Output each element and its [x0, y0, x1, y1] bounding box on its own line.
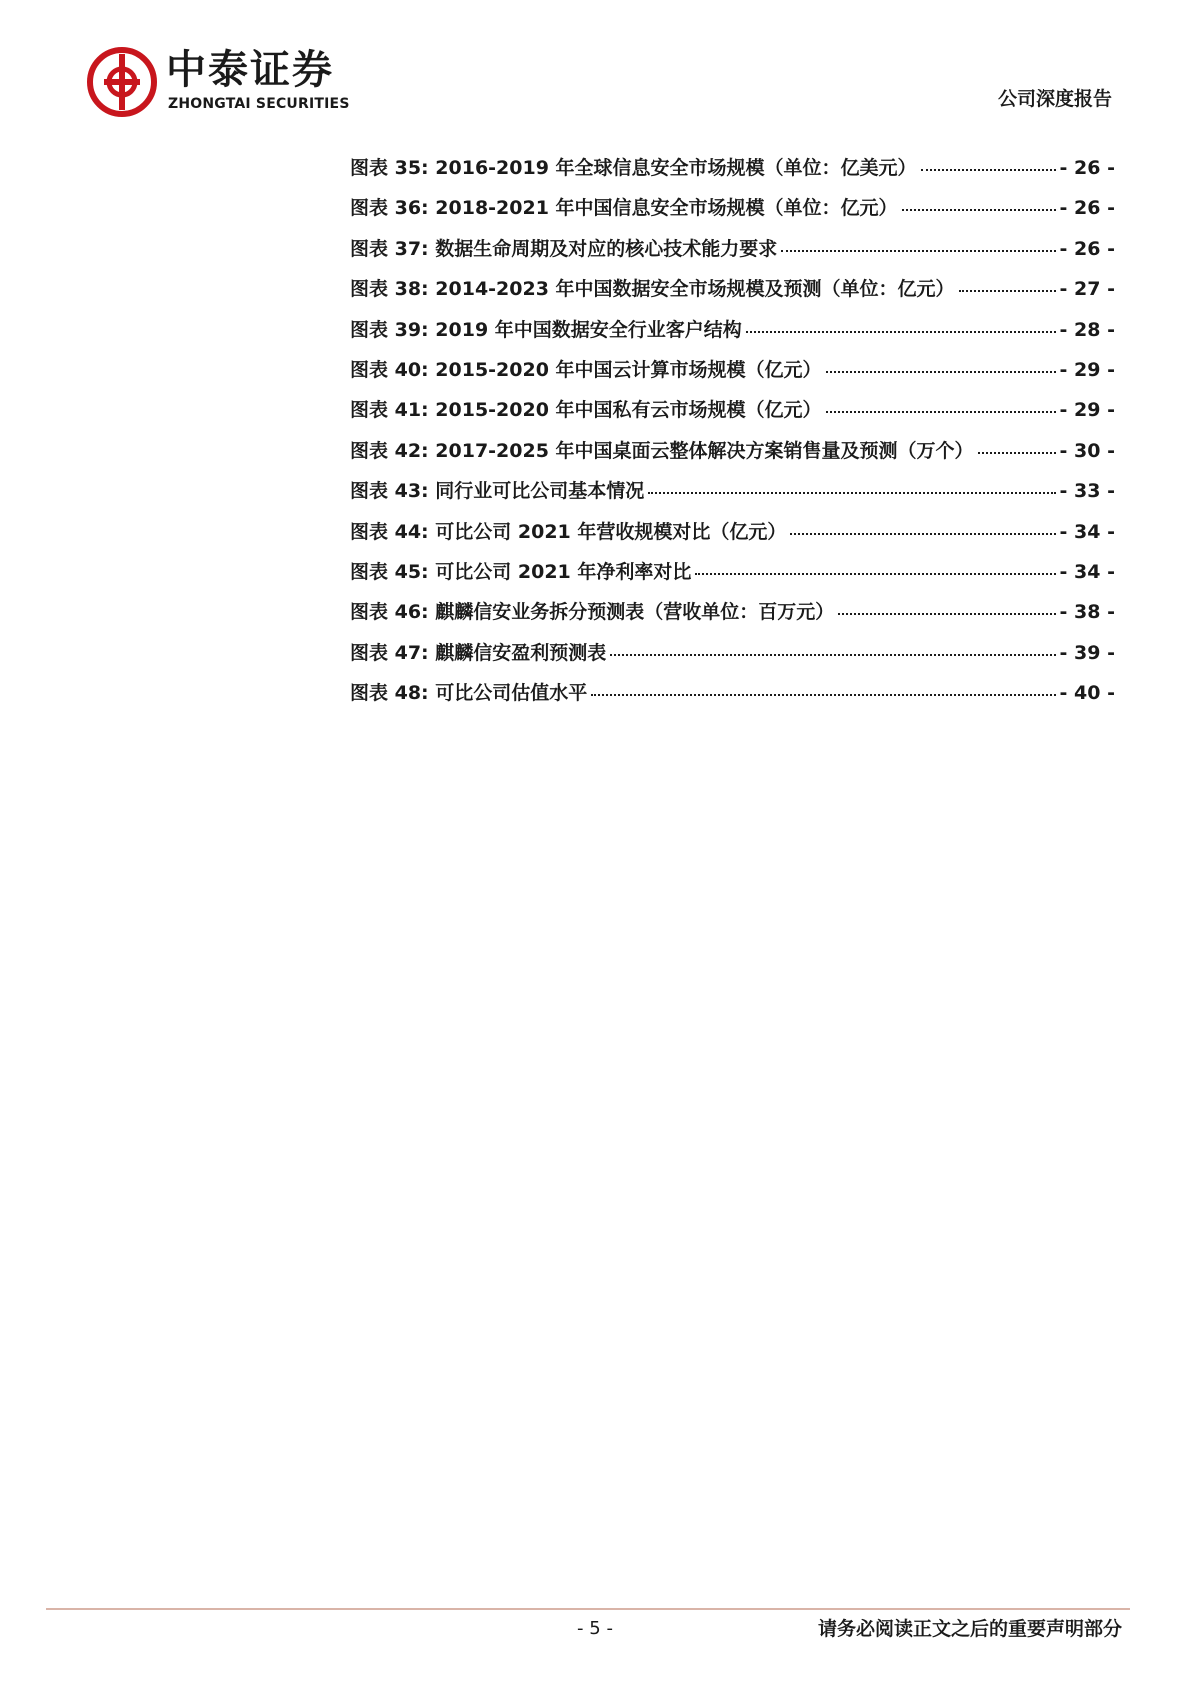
toc-entry[interactable] — [350, 275, 1115, 315]
toc-figure-label: 图表 48: — [350, 682, 429, 705]
toc-page-number: - 29 - — [1059, 399, 1115, 422]
toc-figure-label: 图表 45: — [350, 560, 429, 583]
toc-dot-leader — [790, 533, 1055, 535]
toc-figure-title: 2015-2020 年中国私有云市场规模（亿元） — [435, 399, 822, 422]
toc-entry[interactable] — [350, 154, 1115, 194]
footer-divider — [46, 1608, 1130, 1610]
brand-name-en: ZHONGTAI SECURITIES — [168, 96, 350, 112]
footer-disclaimer: 请务必阅读正文之后的重要声明部分 — [817, 1618, 1122, 1640]
toc-figure-title: 2019 年中国数据安全行业客户结构 — [435, 318, 742, 341]
page-header — [0, 0, 1190, 130]
toc-figure-label: 图表 35: — [350, 157, 429, 179]
toc-figure-title: 可比公司估值水平 — [435, 682, 588, 705]
toc-figure-label: 图表 36: — [350, 197, 429, 220]
toc-page-number: - 39 - — [1059, 641, 1115, 664]
toc-figure-title: 可比公司 2021 年营收规模对比（亿元） — [435, 520, 787, 543]
toc-page-number: - 34 - — [1059, 520, 1115, 543]
toc-entry[interactable] — [350, 558, 1115, 598]
toc-figure-label: 图表 41: — [350, 399, 429, 422]
toc-entry[interactable] — [350, 316, 1115, 356]
toc-figure-label: 图表 39: — [350, 318, 429, 341]
toc-page-number: - 26 - — [1059, 237, 1115, 260]
toc-page-number: - 29 - — [1059, 358, 1115, 381]
toc-dot-leader — [695, 573, 1055, 575]
toc-page-number: - 34 - — [1059, 560, 1115, 583]
toc-dot-leader — [826, 411, 1056, 413]
toc-dot-leader — [781, 250, 1055, 252]
toc-entry[interactable] — [350, 598, 1115, 638]
toc-entry[interactable] — [350, 437, 1115, 477]
toc-dot-leader — [591, 694, 1055, 696]
toc-entry[interactable] — [350, 235, 1115, 275]
toc-figure-label: 图表 42: — [350, 439, 429, 462]
toc-figure-title: 2016-2019 年全球信息安全市场规模（单位：亿美元） — [435, 157, 917, 179]
page-number: - 5 - — [577, 1618, 613, 1639]
toc-figure-title: 同行业可比公司基本情况 — [435, 480, 645, 503]
toc-dot-leader — [610, 654, 1055, 656]
toc-page-number: - 33 - — [1059, 480, 1115, 503]
toc-page-number: - 28 - — [1059, 318, 1115, 341]
toc-dot-leader — [838, 613, 1055, 615]
toc-dot-leader — [959, 290, 1056, 292]
toc-entry[interactable] — [350, 477, 1115, 517]
toc-dot-leader — [746, 331, 1056, 333]
toc-figure-title: 2015-2020 年中国云计算市场规模（亿元） — [435, 358, 822, 381]
toc-figure-label: 图表 43: — [350, 480, 429, 503]
toc-entry[interactable] — [350, 679, 1115, 719]
toc-figure-title: 2018-2021 年中国信息安全市场规模（单位：亿元） — [435, 197, 898, 220]
toc-page-number: - 27 - — [1059, 278, 1115, 301]
toc-figure-label: 图表 47: — [350, 641, 429, 664]
toc-page-number: - 26 - — [1059, 197, 1115, 220]
toc-entry[interactable] — [350, 194, 1115, 234]
toc-dot-leader — [826, 371, 1056, 373]
toc-entry[interactable] — [350, 518, 1115, 558]
figure-list — [350, 154, 1115, 719]
toc-dot-leader — [648, 492, 1055, 494]
toc-figure-label: 图表 44: — [350, 520, 429, 543]
toc-figure-label: 图表 38: — [350, 278, 429, 301]
toc-figure-label: 图表 40: — [350, 358, 429, 381]
toc-figure-title: 麒麟信安盈利预测表 — [435, 641, 607, 664]
report-type: 公司深度报告 — [997, 88, 1112, 110]
toc-entry[interactable] — [350, 356, 1115, 396]
toc-figure-title: 数据生命周期及对应的核心技术能力要求 — [435, 237, 778, 260]
toc-page-number: - 40 - — [1059, 682, 1115, 705]
zhongtai-logo-icon — [86, 46, 158, 118]
toc-dot-leader — [902, 209, 1056, 211]
toc-dot-leader — [978, 452, 1056, 454]
toc-page-number: - 30 - — [1059, 439, 1115, 462]
toc-entry[interactable] — [350, 639, 1115, 679]
brand-name-cn: 中泰证券 — [166, 47, 334, 93]
toc-page-number: - 38 - — [1059, 601, 1115, 624]
toc-entry[interactable] — [350, 396, 1115, 436]
toc-figure-title: 麒麟信安业务拆分预测表（营收单位：百万元） — [435, 601, 835, 624]
toc-dot-leader — [921, 169, 1056, 171]
toc-figure-label: 图表 46: — [350, 601, 429, 624]
toc-figure-title: 可比公司 2021 年净利率对比 — [435, 560, 692, 583]
toc-page-number: - 26 - — [1059, 157, 1115, 179]
toc-figure-label: 图表 37: — [350, 237, 429, 260]
toc-figure-title: 2017-2025 年中国桌面云整体解决方案销售量及预测（万个） — [435, 439, 974, 462]
toc-figure-title: 2014-2023 年中国数据安全市场规模及预测（单位：亿元） — [435, 278, 955, 301]
